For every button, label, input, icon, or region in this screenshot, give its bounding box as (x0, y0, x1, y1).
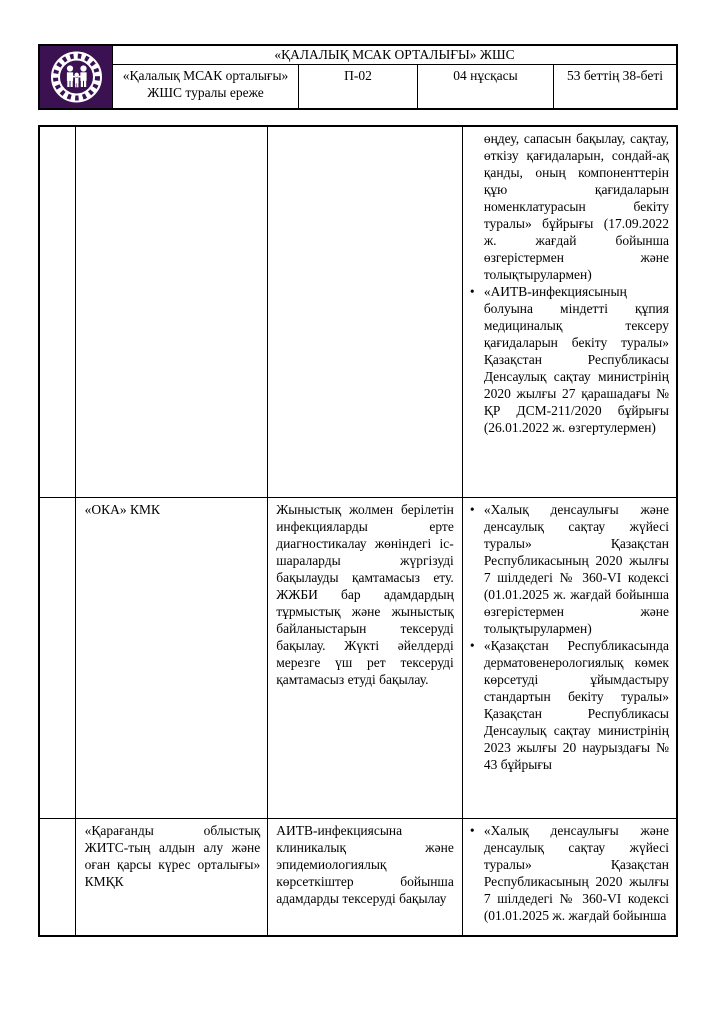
legal-basis-item (463, 283, 671, 436)
organization-name: «ОКА» КМК (84, 502, 160, 517)
organization-name: «Қарағанды облыстық ЖИТС-тың алдын алу және оған қарсы күрес орталығы» КМҚК (84, 823, 261, 889)
number-cell (39, 819, 75, 937)
number-cell (39, 126, 75, 498)
legal-basis-cell (462, 126, 677, 498)
organization-title: «ҚАЛАЛЫҚ МСАК ОРТАЛЫҒЫ» ЖШС (113, 46, 676, 65)
legal-basis-text: «Халық денсаулығы және денсаулық сақтау жүйесі туралы» Қазақстан Республикасының 2020 жылғы 7 шілдедегі № 360-VI кодексі (01.01.2025 ж. жағдай бойынша өзгерістермен және толықтырулармен) (483, 502, 669, 636)
description-cell (268, 498, 463, 819)
legal-basis-text: «Халық денсаулығы және денсаулық сақтау жүйесі туралы» Қазақстан Республикасының 2020 жылғы 7 шілдедегі № 360-VI кодексі (01.01.2025 ж. жағдай бойынша (483, 823, 669, 923)
organization-logo (40, 46, 113, 108)
legal-basis-item (463, 637, 671, 773)
organization-cell (75, 498, 268, 819)
page-number-info: 53 беттің 38-беті (566, 68, 664, 83)
regulations-table (38, 125, 678, 937)
description-cell (268, 819, 463, 937)
document-header (38, 44, 678, 110)
header-right-block (113, 46, 676, 108)
legal-basis-text: «Қазақстан Республикасында дерматовенерологиялық көмек көрсетуді ұйымдастыру стандартын бекіту туралы» Қазақстан Республикасы Денсаулық сақтау министрінің 2023 жылғы 20 наурыздағы № 43 бұйрығы (483, 638, 669, 772)
bullet-marker: • (469, 638, 475, 653)
description-text: Жыныстық жолмен берілетін инфекцияларды ерте диагностикалау жөніндегі іс-шараларды жүргізуді бақылауды қамтамасыз ету. ЖЖБИ бар адамдардың тұрмыстық және жыныстық байланыстарын тексеруді бақылау. Жүкті әйелдерді мерезге үш рет тексеруді қамтамасыз етуді бақылау. (276, 502, 454, 687)
family-emblem-icon (41, 46, 112, 108)
document-code: П-02 (299, 65, 418, 108)
header-info-row (113, 65, 676, 108)
table-row (39, 126, 677, 498)
table-row (39, 498, 677, 819)
document-title: «Қалалық МСАК орталығы» ЖШС туралы ереже (113, 65, 299, 108)
organization-cell (75, 126, 268, 498)
organization-cell (75, 819, 268, 937)
bullet-marker: • (469, 502, 475, 517)
table-row (39, 819, 677, 937)
legal-basis-item (463, 130, 671, 283)
legal-basis-text: «АИТВ-инфекциясының болуына міндетті құпия медициналық тексеру қағидаларын бекіту туралы» Қазақстан Республикасы Денсаулық сақтау министрінің 2020 жылғы 27 қарашадағы № ҚР ДСМ-211/2020 бұйрығы (26.01.2022 ж. өзгертулермен) (483, 284, 669, 435)
document-version: 04 нұсқасы (418, 65, 554, 108)
number-cell (39, 498, 75, 819)
legal-basis-cell (462, 819, 677, 937)
description-text: АИТВ-инфекциясына клиникалық және эпидемиологиялық көрсеткіштер бойынша адамдарды тексеруді бақылау (276, 823, 454, 906)
legal-basis-item (463, 501, 671, 637)
bullet-marker: • (469, 284, 475, 299)
legal-basis-text: өңдеу, сапасын бақылау, сақтау, өткізу қағидаларын, сондай-ақ қанды, оның компоненттерін құю қағидаларын номенклатурасын бекіту туралы» бұйрығы (17.09.2022 ж. жағдай бойынша өзгерістермен және толықтырулармен) (483, 131, 669, 282)
bullet-marker: • (469, 823, 475, 838)
description-cell (268, 126, 463, 498)
legal-basis-cell (462, 498, 677, 819)
legal-basis-item (463, 822, 671, 924)
